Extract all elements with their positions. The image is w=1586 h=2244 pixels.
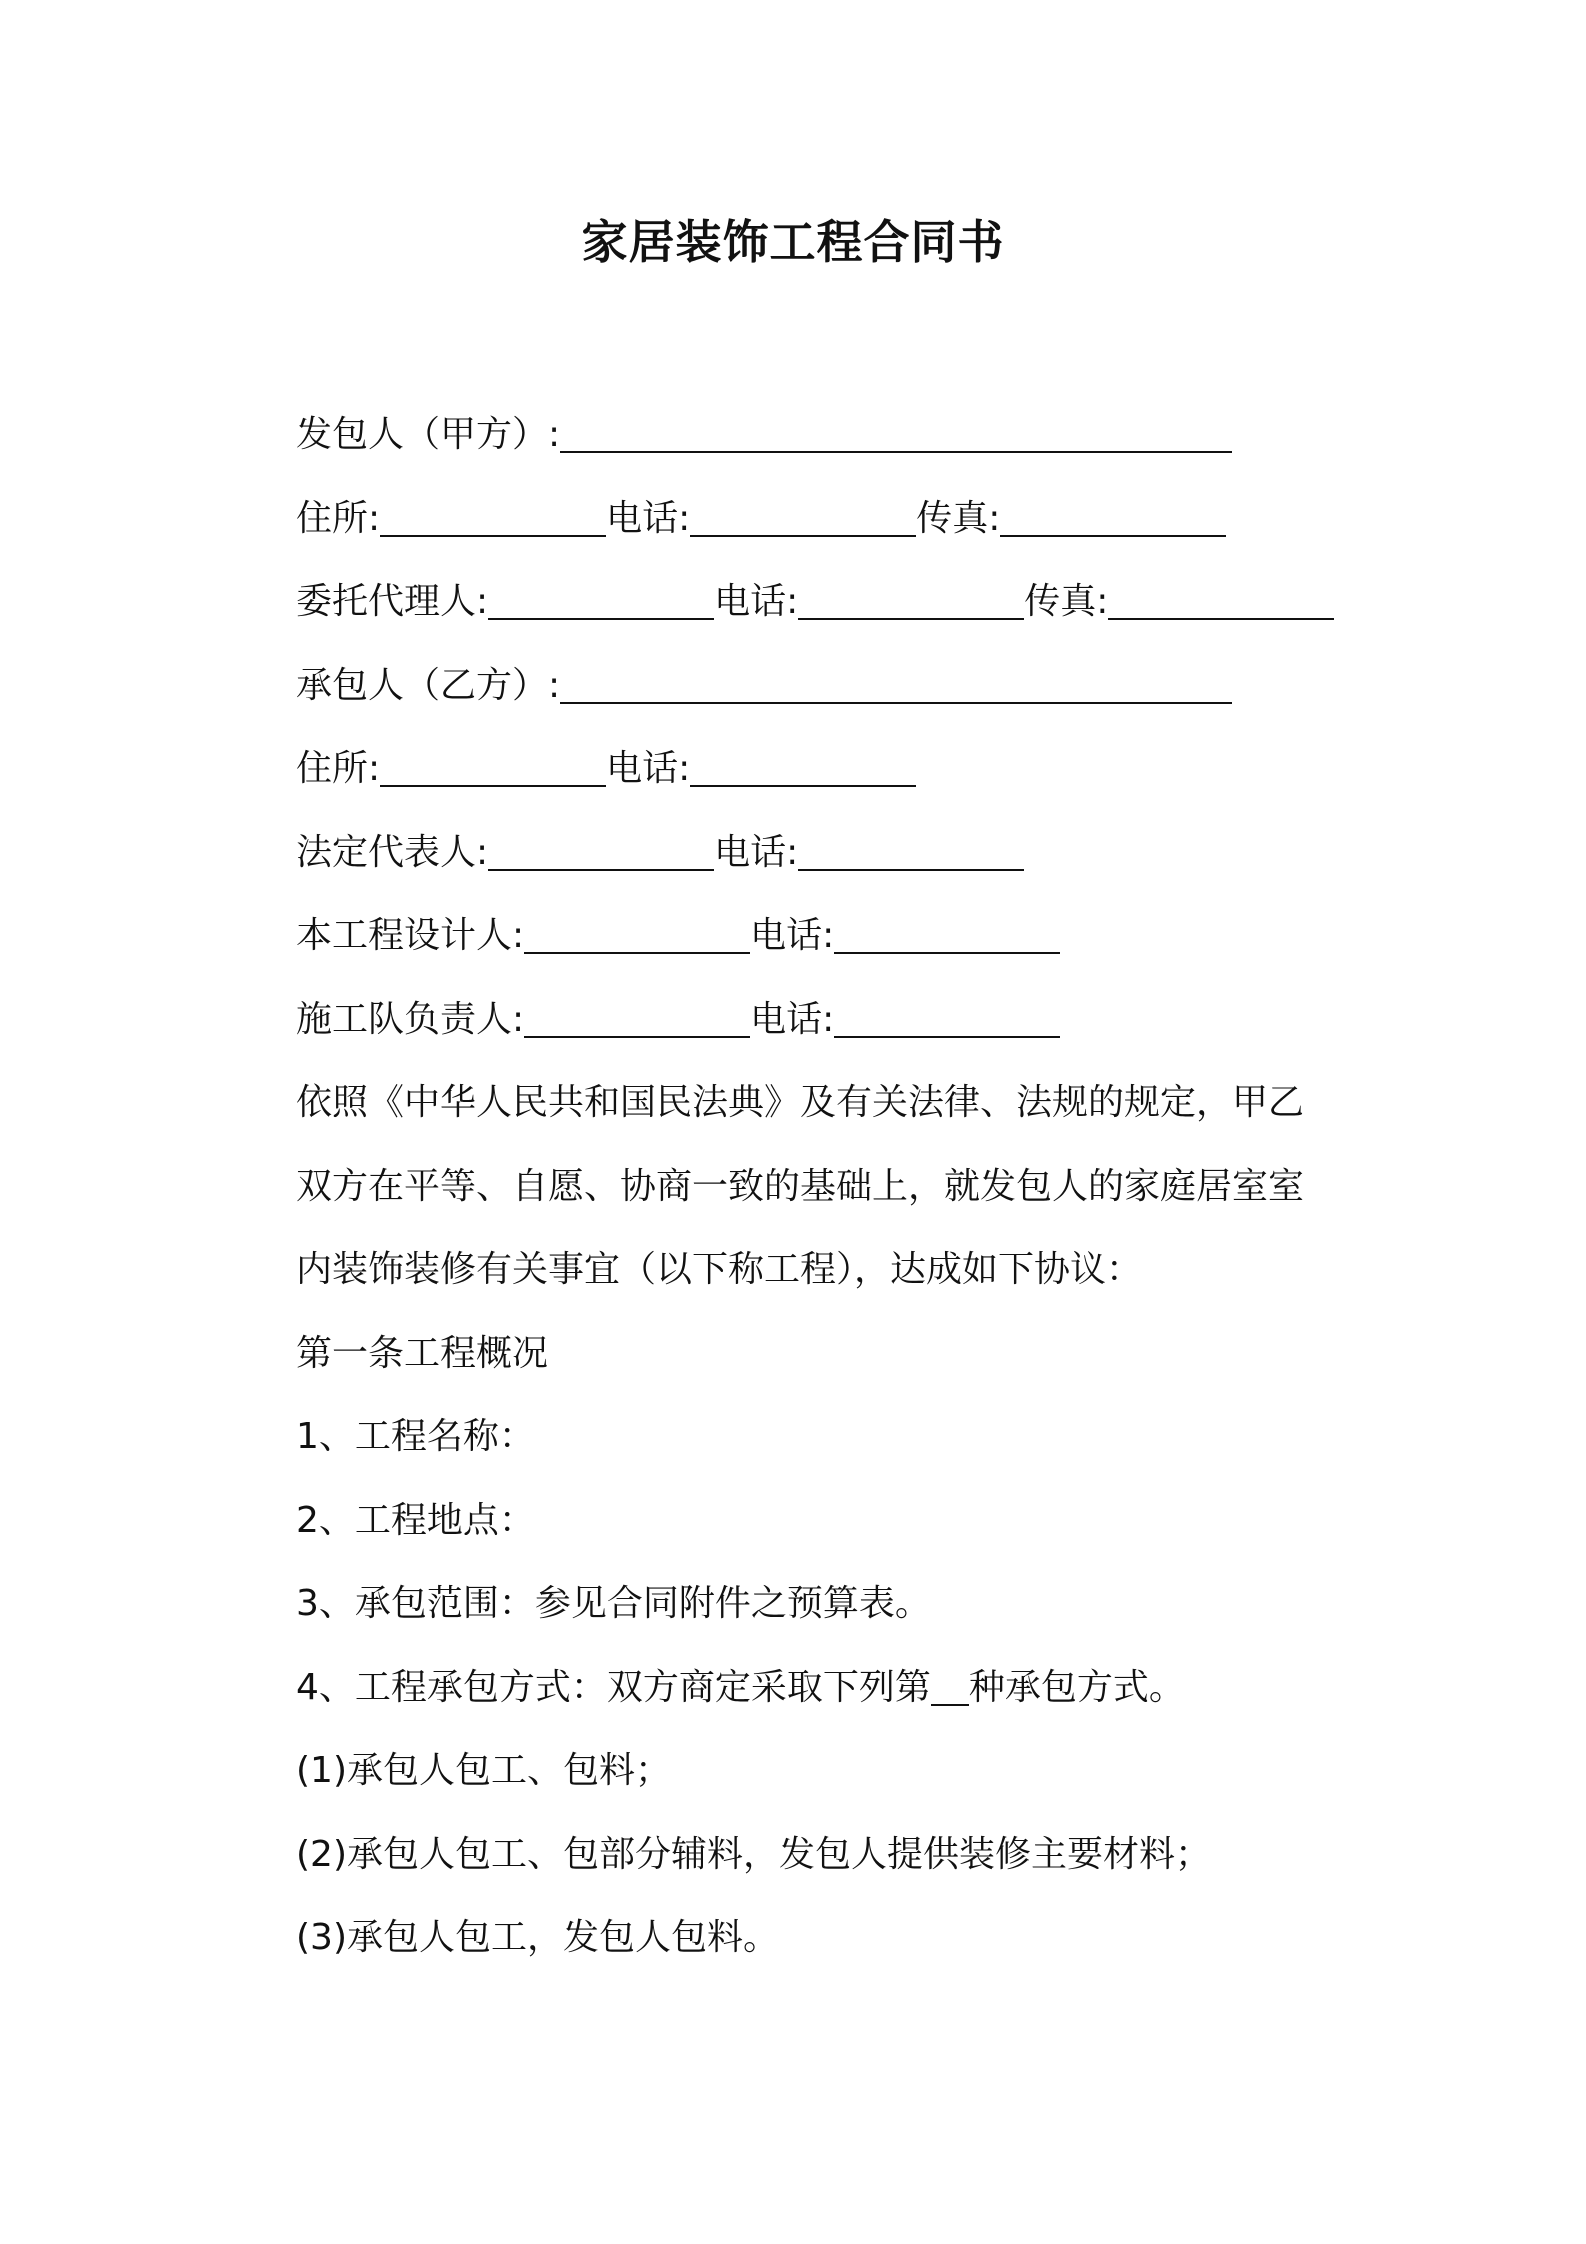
agent-phone-label: 电话: [714,581,799,622]
party-b-address-blank[interactable] [380,739,606,787]
foreman-label: 施工队负责人: [296,998,525,1040]
preamble-line-1: 依照《中华人民共和国民法典》及有关法律、法规的规定，甲乙 [296,1082,1305,1123]
designer-phone-blank[interactable] [834,906,1060,954]
party-b-address-label: 住所: [296,748,381,789]
legal-rep-phone-label: 电话: [714,831,799,873]
article1-item-2: 2、工程地点： [296,1499,535,1541]
designer-phone-label: 电话: [750,915,835,956]
foreman-blank[interactable] [524,990,750,1038]
party-b-blank[interactable] [560,656,1232,704]
article1-heading: 第一条工程概况 [296,1332,549,1374]
legal-rep-label: 法定代表人: [296,831,489,873]
party-b-label: 承包人（乙方）: [296,664,561,706]
item4-text-after: 种承包方式。 [968,1666,1185,1708]
party-a-phone-label: 电话: [606,497,691,539]
option-1: (1)承包人包工、包料； [296,1750,671,1791]
party-a-label: 发包人（甲方）: [296,414,561,455]
legal-rep-phone-blank[interactable] [798,823,1024,871]
foreman-phone-blank[interactable] [834,990,1060,1038]
party-a-fax-blank[interactable] [1000,489,1226,537]
preamble-line-2: 双方在平等、自愿、协商一致的基础上，就发包人的家庭居室室 [296,1165,1305,1207]
agent-blank[interactable] [488,572,714,620]
agent-fax-blank[interactable] [1108,572,1334,620]
foreman-line [296,990,1356,1074]
party-a-fax-label: 传真: [916,497,1001,539]
agent-phone-blank[interactable] [798,572,1024,620]
party-a-line [296,405,1356,489]
party-a-address-label: 住所: [296,497,381,539]
designer-line [296,906,1356,990]
designer-blank[interactable] [524,906,750,954]
item4-choice-blank[interactable] [931,1658,969,1706]
agent-label: 委托代理人: [296,581,489,622]
legal-rep-blank[interactable] [488,823,714,871]
article1-item-4 [296,1658,1356,1742]
agent-fax-label: 传真: [1024,581,1109,622]
option-3: (3)承包人包工，发包人包料。 [296,1917,779,1958]
party-b-contact-line [296,739,1356,823]
article1-item-3: 3、承包范围：参见合同附件之预算表。 [296,1583,931,1624]
party-a-address-blank[interactable] [380,489,606,537]
party-a-contact-line [296,489,1356,573]
document-title: 家居装饰工程合同书 [581,215,1005,269]
foreman-phone-label: 电话: [750,998,835,1040]
designer-label: 本工程设计人: [296,915,525,956]
party-b-line [296,656,1356,740]
contract-body [296,405,1356,1992]
article1-item-1: 1、工程名称： [296,1416,535,1457]
item4-text-before: 4、工程承包方式：双方商定采取下列第 [296,1666,931,1708]
party-a-blank[interactable] [560,405,1232,453]
party-b-phone-blank[interactable] [690,739,916,787]
party-b-phone-label: 电话: [606,748,691,789]
preamble-line-3: 内装饰装修有关事宜（以下称工程），达成如下协议： [296,1249,1143,1290]
legal-rep-line [296,823,1356,907]
party-a-phone-blank[interactable] [690,489,916,537]
agent-line [296,572,1356,656]
option-2: (2)承包人包工、包部分辅料，发包人提供装修主要材料； [296,1833,1211,1875]
